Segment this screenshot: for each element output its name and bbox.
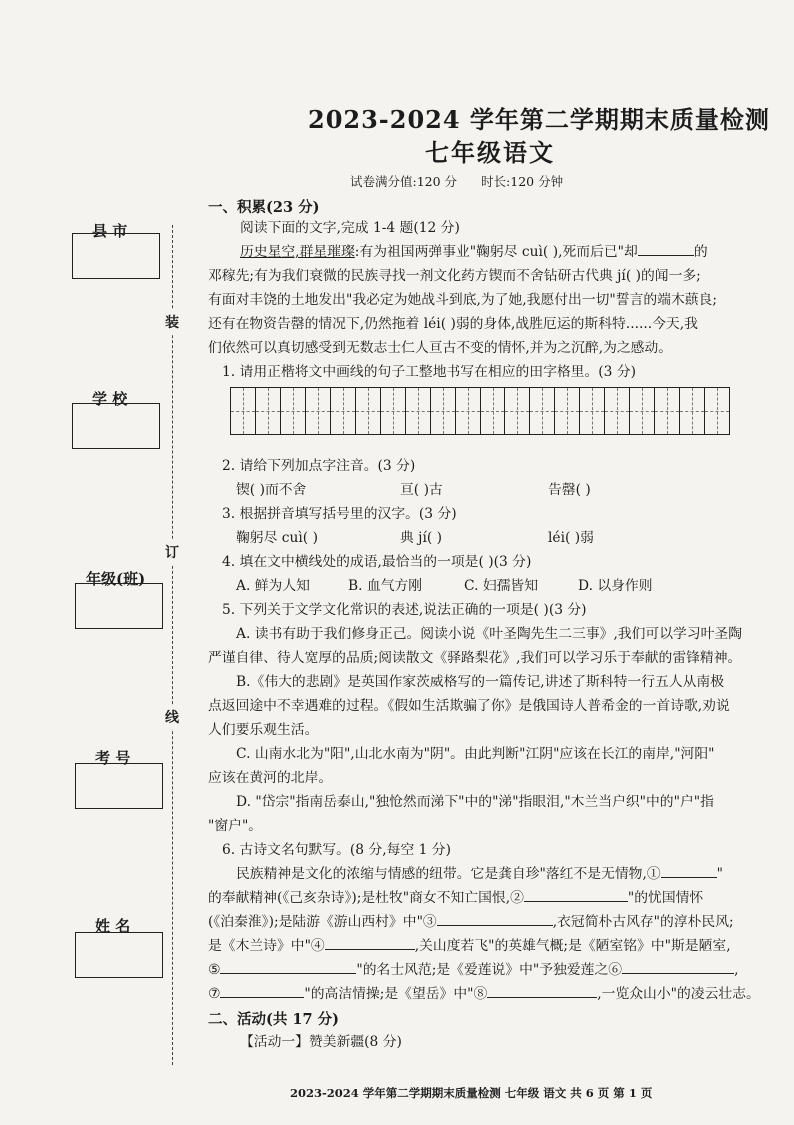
blank-6[interactable] xyxy=(622,959,734,974)
q5-option-a-line2: 严谨自律、待人宽厚的品质;阅读散文《驿路梨花》,我们可以学习乐于奉献的雷锋精神。 xyxy=(208,650,742,666)
duration: 时长:120 分钟 xyxy=(481,174,564,189)
question-5: 5. 下列关于文学文化常识的表述,说法正确的一项是( )(3 分) xyxy=(222,602,587,618)
idiom-blank[interactable] xyxy=(638,241,694,256)
q6-line-5 xyxy=(208,958,738,982)
grid-cell[interactable] xyxy=(306,388,331,434)
blank-5[interactable] xyxy=(220,959,356,974)
question-6: 6. 古诗文名句默写。(8 分,每空 1 分) xyxy=(222,842,451,858)
q5-option-b-line3: 人们要乐观生活。 xyxy=(208,722,319,738)
tianzige-grid[interactable] xyxy=(230,387,730,435)
county-field[interactable] xyxy=(72,233,160,279)
grid-cell[interactable] xyxy=(530,388,555,434)
q6-text: ,衣冠简朴古风存"的淳朴民风; xyxy=(552,914,734,930)
grid-cell[interactable] xyxy=(231,388,256,434)
q4-option-c[interactable]: C. 妇孺皆知 xyxy=(464,578,539,594)
q6-text: ⑦ xyxy=(208,986,221,1002)
passage-line-5: 们依然可以真切感受到无数志士仁人亘古不变的情怀,并为之沉醉,为之感动。 xyxy=(208,340,673,356)
school-label: 学 校 xyxy=(92,390,128,408)
q6-text: 的奉献精神(《己亥杂诗》);是杜牧"商女不知亡国恨,② xyxy=(208,890,524,906)
grid-cell[interactable] xyxy=(605,388,630,434)
binding-line xyxy=(172,225,173,1065)
full-score: 试卷满分值:120 分 xyxy=(350,174,458,189)
grid-cell[interactable] xyxy=(256,388,281,434)
q6-text: ⑤ xyxy=(208,962,221,978)
blank-7[interactable] xyxy=(220,983,304,998)
name-field[interactable] xyxy=(75,932,163,978)
grid-cell[interactable] xyxy=(456,388,481,434)
q6-line-6 xyxy=(208,982,760,1006)
underlined-sentence: 历史星空,群星璀璨 xyxy=(240,244,355,260)
q3-item-3: léi( )弱 xyxy=(548,530,594,546)
passage-text: 的 xyxy=(693,244,708,260)
q6-line-4 xyxy=(208,934,731,958)
q2-item-3: 告罄( ) xyxy=(548,482,591,498)
section1-heading: 一、积累(23 分) xyxy=(208,199,320,216)
blank-4[interactable] xyxy=(325,935,415,950)
q6-text: ,关山度若飞"的英雄气概;是《陋室铭》中"斯是陋室, xyxy=(414,938,731,954)
grid-cell[interactable] xyxy=(705,388,729,434)
class-label: 年级(班) xyxy=(86,570,146,588)
grid-cell[interactable] xyxy=(281,388,306,434)
question-4: 4. 填在文中横线处的成语,最恰当的一项是( )(3 分) xyxy=(222,554,532,570)
q6-line-3 xyxy=(208,910,734,934)
passage-line-3: 有面对丰饶的土地发出"我必定为她战斗到底,为了她,我愿付出一切"誓言的端木蕻良; xyxy=(208,292,718,308)
grid-cell[interactable] xyxy=(406,388,431,434)
q6-text: ,一览众山小"的凌云壮志。 xyxy=(597,986,760,1002)
county-label: 县 市 xyxy=(92,222,128,240)
school-field[interactable] xyxy=(72,403,160,449)
q5-option-b-line1[interactable]: B.《伟大的悲剧》是英国作家茨威格写的一篇传记,讲述了斯科特一行五人从南极 xyxy=(236,674,725,690)
q6-line-1 xyxy=(236,862,723,886)
q6-text: (《泊秦淮》);是陆游《游山西村》中"③ xyxy=(208,914,437,930)
grid-cell[interactable] xyxy=(356,388,381,434)
binding-char-ding: 订 xyxy=(165,540,179,564)
q2-item-1: 锲( )而不舍 xyxy=(236,482,307,498)
passage-line-1 xyxy=(240,240,708,264)
exam-meta xyxy=(350,172,583,190)
class-field[interactable] xyxy=(75,583,163,629)
name-label: 姓 名 xyxy=(95,917,131,935)
q6-text: " xyxy=(716,866,723,882)
section2-heading: 二、活动(共 17 分) xyxy=(208,1011,339,1028)
grid-cell[interactable] xyxy=(481,388,506,434)
page-footer: 2023-2024 学年第二学期期末质量检测 七年级 语文 共 6 页 第 1 页 xyxy=(290,1086,653,1100)
question-3: 3. 根据拼音填写括号里的汉字。(3 分) xyxy=(222,506,457,522)
q5-option-a-line1[interactable]: A. 读书有助于我们修身正己。阅读小说《叶圣陶先生二三事》,我们可以学习叶圣陶 xyxy=(236,626,743,642)
grid-cell[interactable] xyxy=(580,388,605,434)
grid-cell[interactable] xyxy=(655,388,680,434)
q3-item-1: 鞠躬尽 cuì( ) xyxy=(236,530,318,546)
exam-number-field[interactable] xyxy=(75,763,163,809)
q5-option-c-line1[interactable]: C. 山南水北为"阳",山北水南为"阴"。由此判断"江阴"应该在长江的南岸,"河阳" xyxy=(236,746,715,762)
q4-option-d[interactable]: D. 以身作则 xyxy=(578,578,653,594)
passage-line-4: 还有在物资告罄的情况下,仍然拖着 léi( )弱的身体,战胜厄运的斯科特......今天,我 xyxy=(208,316,698,332)
grid-cell[interactable] xyxy=(680,388,705,434)
exam-number-label: 考 号 xyxy=(95,749,131,767)
exam-title: 2023-2024 学年第二学期期末质量检测 xyxy=(308,105,770,134)
blank-2[interactable] xyxy=(524,887,628,902)
exam-subtitle: 七年级语文 xyxy=(425,138,555,167)
grid-cell[interactable] xyxy=(630,388,655,434)
q4-option-a[interactable]: A. 鲜为人知 xyxy=(236,578,310,594)
q3-item-2: 典 jí( ) xyxy=(400,530,443,546)
grid-cell[interactable] xyxy=(555,388,580,434)
passage-line-2: 邓稼先;有为我们衰微的民族寻找一剂文化药方锲而不舍钻研古代典 jí( )的闻一多; xyxy=(208,268,701,284)
q6-text: "的忧国情怀 xyxy=(627,890,704,906)
q6-text: , xyxy=(734,962,739,978)
grid-cell[interactable] xyxy=(431,388,456,434)
q5-option-d-line1[interactable]: D. "岱宗"指南岳泰山,"独怆然而涕下"中的"涕"指眼泪,"木兰当户织"中的"户"指 xyxy=(236,794,714,810)
reading-intro: 阅读下面的文字,完成 1-4 题(12 分) xyxy=(240,220,460,236)
passage-text: :有为祖国两弹事业"鞠躬尽 cuì( ),死而后已"却 xyxy=(354,244,638,260)
binding-char-zhuang: 装 xyxy=(165,310,179,334)
activity-1-heading: 【活动一】赞美新疆(8 分) xyxy=(240,1034,402,1050)
q5-option-c-line2: 应该在黄河的北岸。 xyxy=(208,770,333,786)
grid-cell[interactable] xyxy=(505,388,530,434)
grid-cell[interactable] xyxy=(381,388,406,434)
question-1: 1. 请用正楷将文中画线的句子工整地书写在相应的田字格里。(3 分) xyxy=(222,364,636,380)
q6-text: "的高洁情操;是《望岳》中"⑧ xyxy=(304,986,488,1002)
binding-char-xian: 线 xyxy=(165,705,179,729)
q6-text: 民族精神是文化的浓缩与情感的纽带。它是龚自珍"落红不是无情物,① xyxy=(236,866,661,882)
q6-text: "的名士风范;是《爱莲说》中"予独爱莲之⑥ xyxy=(356,962,623,978)
blank-8[interactable] xyxy=(487,983,597,998)
q2-item-2: 亘( )古 xyxy=(400,482,443,498)
grid-cell[interactable] xyxy=(331,388,356,434)
blank-3[interactable] xyxy=(437,911,553,926)
question-2: 2. 请给下列加点字注音。(3 分) xyxy=(222,458,416,474)
q5-option-b-line2: 点返回途中不幸遇难的过程。《假如生活欺骗了你》是俄国诗人普希金的一首诗歌,劝说 xyxy=(208,698,730,714)
q6-line-2 xyxy=(208,886,703,910)
q4-option-b[interactable]: B. 血气方刚 xyxy=(348,578,423,594)
q6-text: 是《木兰诗》中"④ xyxy=(208,938,325,954)
q5-option-d-line2: "窗户"。 xyxy=(208,818,263,834)
blank-1[interactable] xyxy=(661,863,717,878)
